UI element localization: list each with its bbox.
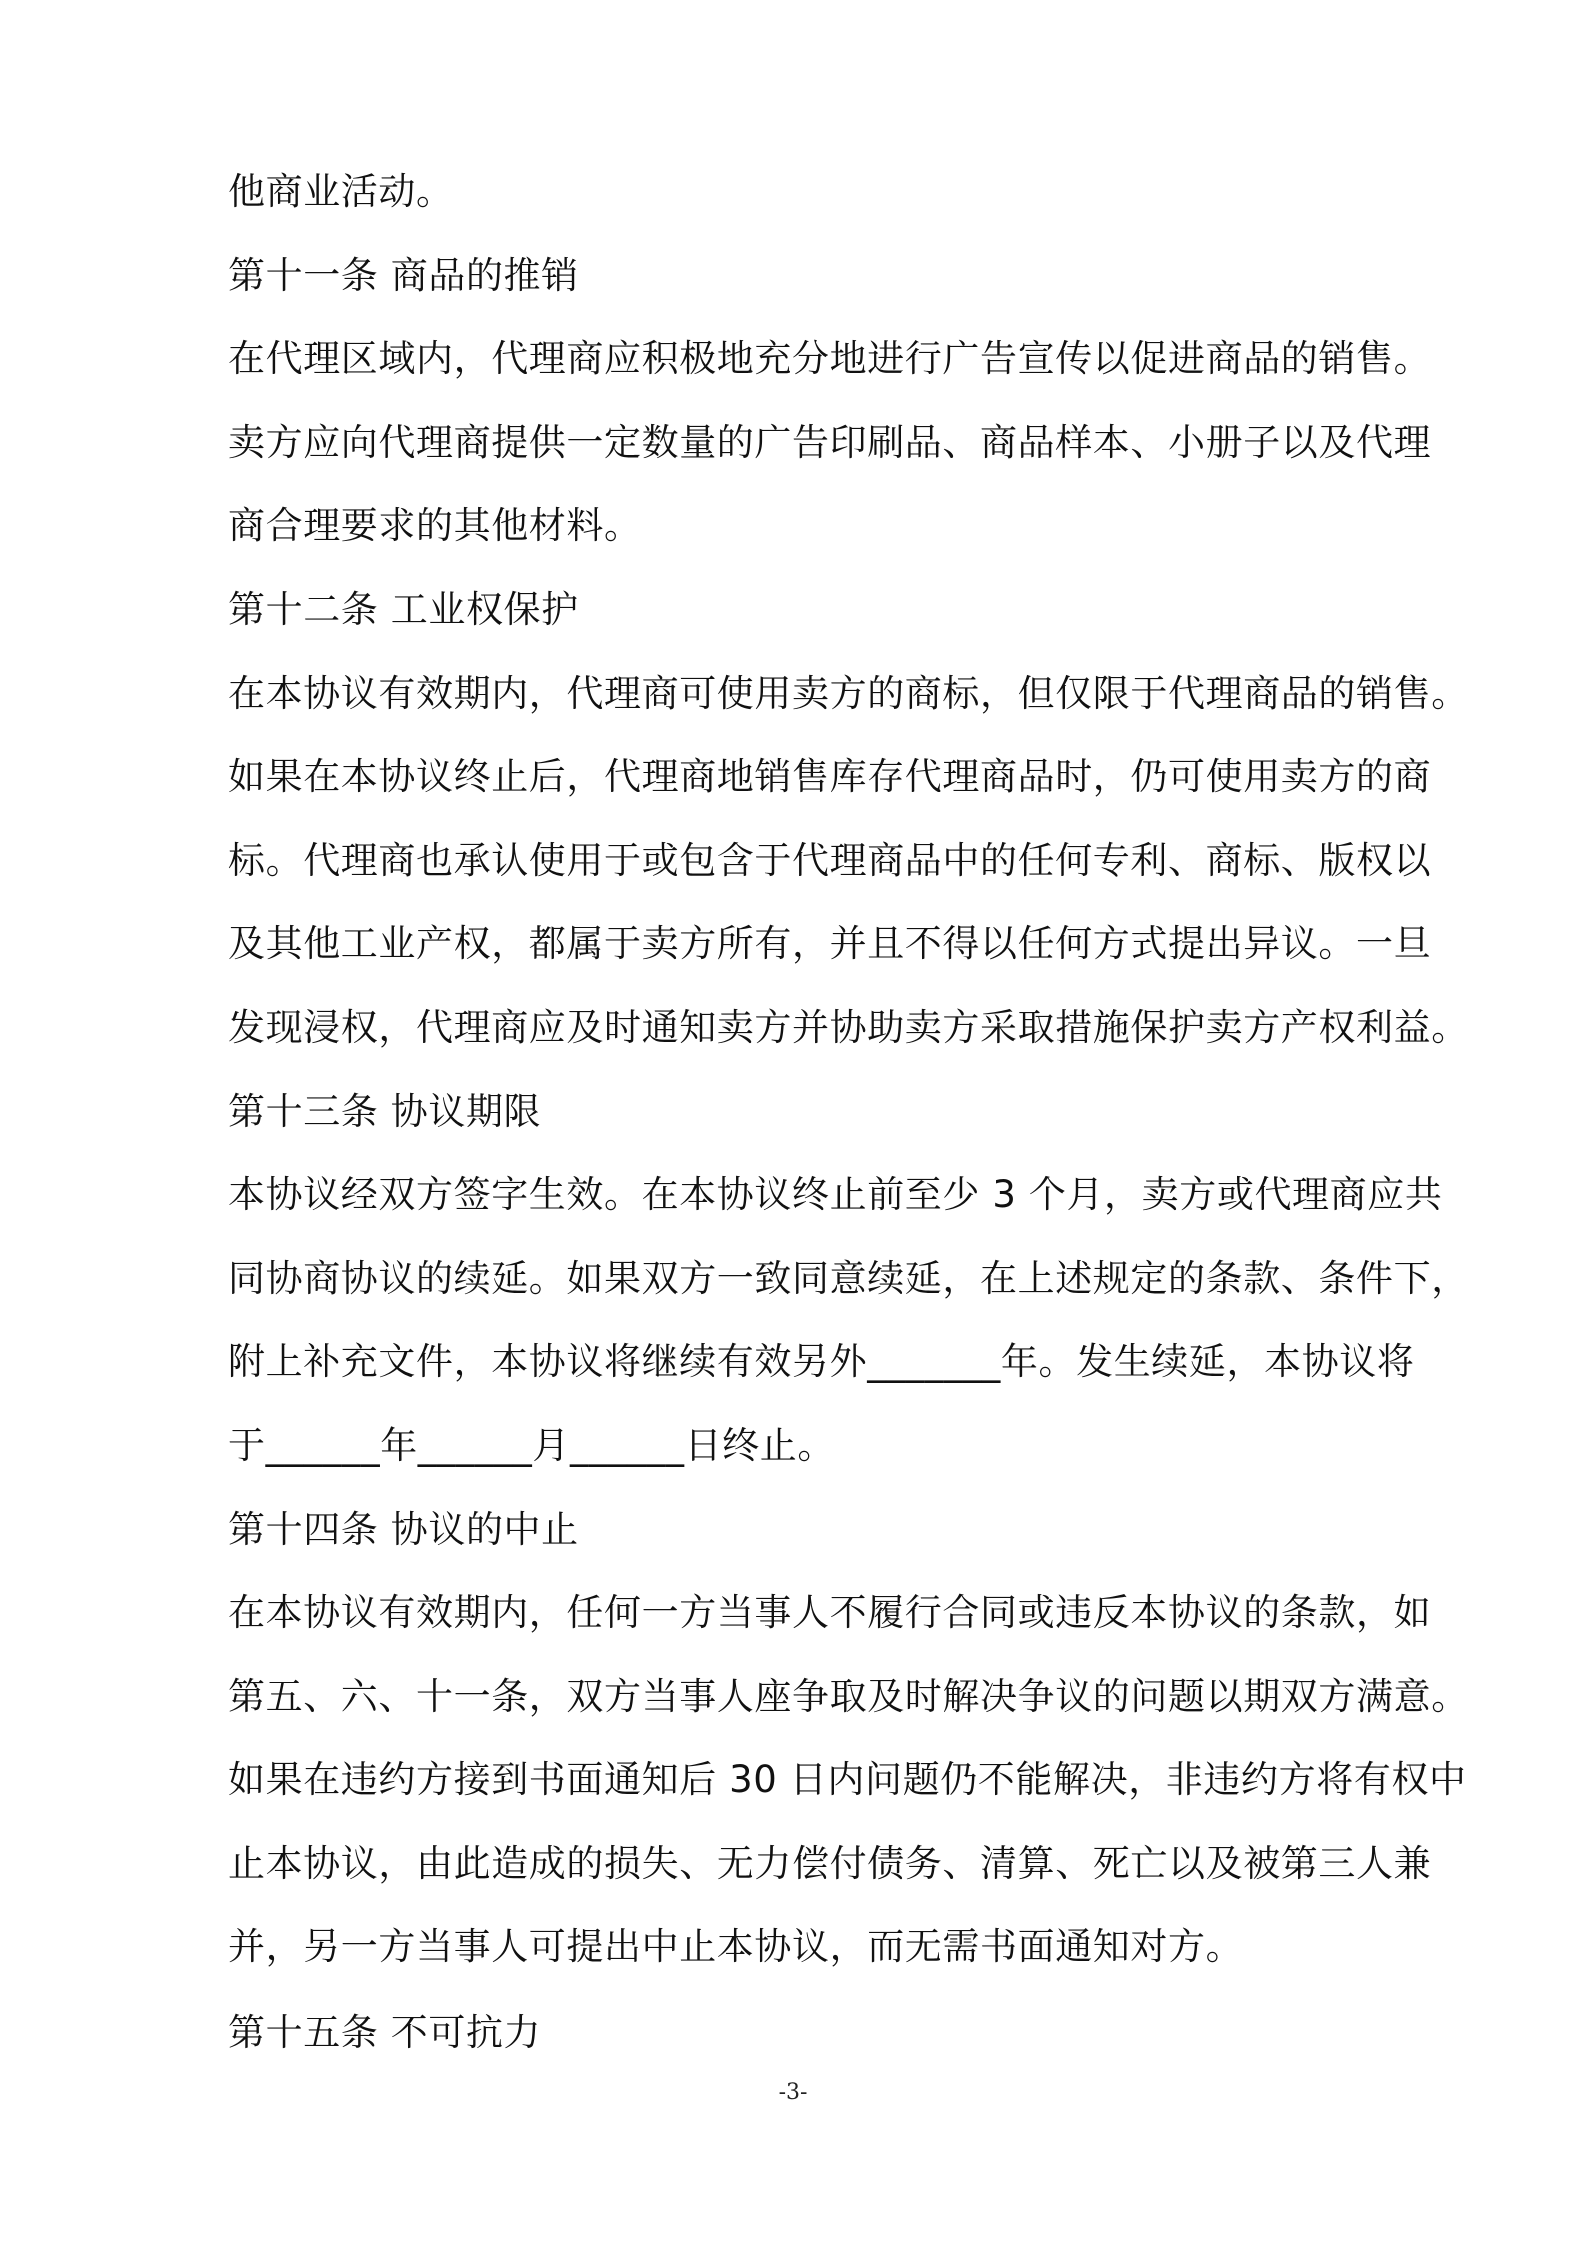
document-body (228, 150, 1469, 2075)
article-heading: 第十二条 工业权保护 (228, 587, 579, 631)
text-line: 于______年______月______日终止。 (228, 1423, 835, 1467)
page-number: -3- (778, 2080, 808, 2105)
text-line: 如果在本协议终止后，代理商地销售库存代理商品时，仍可使用卖方的商 (228, 755, 1432, 799)
text-line: 本协议经双方签字生效。在本协议终止前至少 3 个月，卖方或代理商应共 (228, 1173, 1443, 1217)
text-line: 卖方应向代理商提供一定数量的广告印刷品、商品样本、小册子以及代理 (228, 420, 1432, 464)
text-line: 标。代理商也承认使用于或包含于代理商品中的任何专利、商标、版权以 (228, 838, 1432, 882)
text-line: 及其他工业产权，都属于卖方所有，并且不得以任何方式提出异议。一旦 (228, 922, 1432, 966)
text-line: 发现浸权，代理商应及时通知卖方并协助卖方采取措施保护卖方产权利益。 (228, 1005, 1469, 1049)
text-line: 在本协议有效期内，代理商可使用卖方的商标，但仅限于代理商品的销售。 (228, 671, 1469, 715)
article-heading: 第十三条 协议期限 (228, 1089, 542, 1133)
article-heading: 第十五条 不可抗力 (228, 2011, 542, 2055)
article-heading: 第十一条 商品的推销 (228, 253, 579, 297)
text-line: 在本协议有效期内，任何一方当事人不履行合同或违反本协议的条款，如 (228, 1591, 1432, 1635)
text-line: 在代理区域内，代理商应积极地充分地进行广告宣传以促进商品的销售。 (228, 337, 1432, 381)
text-line: 附上补充文件，本协议将继续有效另外_______年。发生续延，本协议将 (228, 1340, 1415, 1384)
text-line: 并，另一方当事人可提出中止本协议，而无需书面通知对方。 (228, 1925, 1244, 1969)
text-line: 他商业活动。 (228, 170, 454, 213)
article-heading: 第十四条 协议的中止 (228, 1507, 579, 1551)
text-line: 同协商协议的续延。如果双方一致同意续延，在上述规定的条款、条件下， (228, 1256, 1469, 1300)
text-line: 商合理要求的其他材料。 (228, 504, 642, 548)
text-line: 止本协议，由此造成的损失、无力偿付债务、清算、死亡以及被第三人兼 (228, 1841, 1432, 1885)
text-line: 第五、六、十一条，双方当事人座争取及时解决争议的问题以期双方满意。 (228, 1674, 1469, 1718)
text-line: 如果在违约方接到书面通知后 30 日内问题仍不能解决，非违约方将有权中 (228, 1758, 1467, 1802)
